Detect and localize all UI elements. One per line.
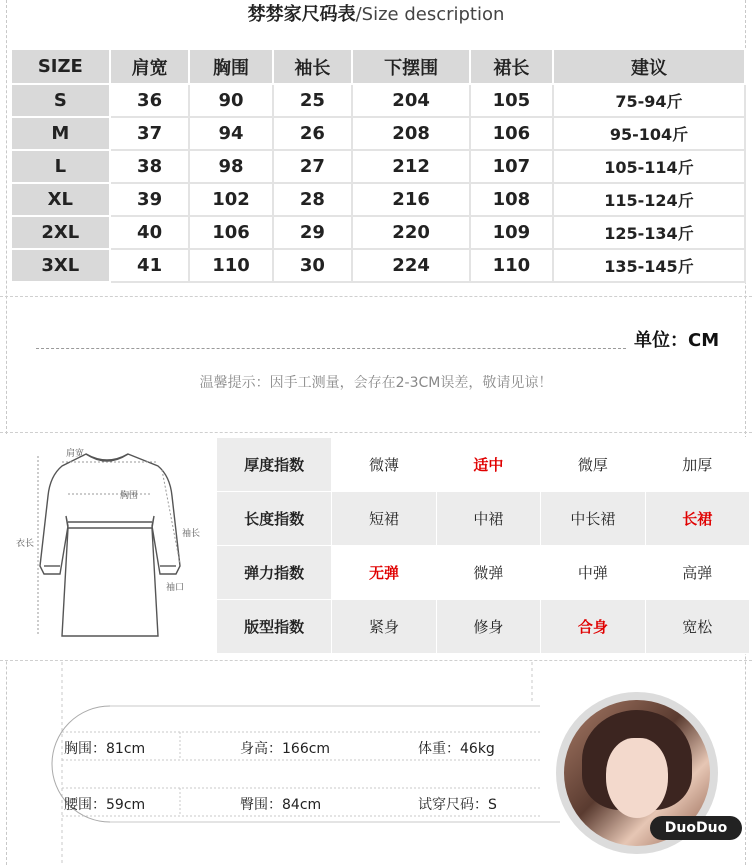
attribute-option-selected: 长裙	[645, 492, 749, 546]
table-cell: 37	[110, 117, 190, 150]
table-cell: 26	[273, 117, 353, 150]
header-cell: 下摆围	[352, 49, 470, 84]
table-cell: 224	[352, 249, 470, 282]
size-cell: L	[11, 150, 110, 183]
table-cell: 41	[110, 249, 190, 282]
figure-label-chest: 胸围	[120, 491, 139, 501]
model-name-badge: DuoDuo	[650, 816, 742, 840]
table-cell: 115-124斤	[553, 183, 745, 216]
title-cn: 棼棼家尺码表	[247, 4, 356, 25]
attribute-option-selected: 无弹	[332, 546, 436, 600]
measurement-tip: 温馨提示：因手工测量，会存在2-3CM误差，敬请见谅！	[199, 375, 553, 391]
attribute-option: 中裙	[436, 492, 540, 546]
model-height: 身高：166cm	[240, 741, 331, 757]
section-divider	[0, 296, 752, 297]
table-cell: 208	[352, 117, 470, 150]
table-cell: 28	[273, 183, 353, 216]
header-cell: 袖长	[273, 49, 353, 84]
table-cell: 102	[189, 183, 272, 216]
header-cell: 裙长	[470, 49, 553, 84]
table-cell: 95-104斤	[553, 117, 745, 150]
size-cell: M	[11, 117, 110, 150]
table-row	[11, 216, 745, 249]
size-cell: S	[11, 84, 110, 117]
attribute-row-thickness	[217, 438, 750, 492]
model-chest: 胸围：81cm	[64, 741, 146, 757]
size-cell: 2XL	[11, 216, 110, 249]
table-cell: 220	[352, 216, 470, 249]
attribute-option: 微弹	[436, 546, 540, 600]
table-cell: 106	[470, 117, 553, 150]
section-divider	[0, 660, 752, 661]
attribute-option: 中长裙	[541, 492, 645, 546]
header-cell: 建议	[553, 49, 745, 84]
table-cell: 110	[189, 249, 272, 282]
model-weight: 体重：46kg	[418, 741, 495, 757]
page-title	[0, 0, 752, 38]
garment-figure	[0, 436, 214, 660]
attribute-option-selected: 适中	[436, 438, 540, 492]
table-row	[11, 117, 745, 150]
table-cell: 110	[470, 249, 553, 282]
header-cell: 肩宽	[110, 49, 190, 84]
table-cell: 29	[273, 216, 353, 249]
attribute-option: 修身	[436, 600, 540, 654]
size-cell: XL	[11, 183, 110, 216]
header-cell: SIZE	[11, 49, 110, 84]
table-cell: 38	[110, 150, 190, 183]
model-hip: 臀围：84cm	[240, 797, 322, 813]
figure-label-shoulder: 肩宽	[66, 449, 85, 459]
attribute-row-length	[217, 492, 750, 546]
attribute-option: 微厚	[541, 438, 645, 492]
size-cell: 3XL	[11, 249, 110, 282]
table-row	[11, 150, 745, 183]
table-cell: 125-134斤	[553, 216, 745, 249]
table-cell: 107	[470, 150, 553, 183]
section-divider	[0, 432, 752, 433]
table-cell: 109	[470, 216, 553, 249]
table-cell: 40	[110, 216, 190, 249]
table-cell: 36	[110, 84, 190, 117]
table-cell: 108	[470, 183, 553, 216]
title-en: /Size description	[355, 4, 505, 25]
table-row	[11, 183, 745, 216]
table-cell: 135-145斤	[553, 249, 745, 282]
figure-label-cuff: 袖口	[166, 583, 185, 593]
model-waist: 腰围：59cm	[64, 797, 146, 813]
table-cell: 98	[189, 150, 272, 183]
attribute-option: 中弹	[541, 546, 645, 600]
attribute-label: 弹力指数	[217, 546, 332, 600]
model-face	[606, 738, 668, 818]
table-cell: 105-114斤	[553, 150, 745, 183]
table-row	[11, 84, 745, 117]
table-cell: 212	[352, 150, 470, 183]
table-cell: 105	[470, 84, 553, 117]
size-table	[10, 48, 746, 283]
attribute-row-fit	[217, 600, 750, 654]
attribute-label: 厚度指数	[217, 438, 332, 492]
unit-dash-line	[36, 348, 626, 349]
table-row	[11, 249, 745, 282]
figure-label-length: 衣长	[16, 539, 35, 549]
table-cell: 216	[352, 183, 470, 216]
unit-label: 单位：CM	[634, 330, 720, 351]
attribute-option-selected: 合身	[541, 600, 645, 654]
table-cell: 30	[273, 249, 353, 282]
table-cell: 75-94斤	[553, 84, 745, 117]
table-cell: 106	[189, 216, 272, 249]
table-cell: 27	[273, 150, 353, 183]
attribute-option: 紧身	[332, 600, 436, 654]
model-size: 试穿尺码：S	[418, 797, 497, 813]
header-cell: 胸围	[189, 49, 272, 84]
size-table-header	[11, 49, 745, 84]
attribute-label: 长度指数	[217, 492, 332, 546]
attribute-option: 微薄	[332, 438, 436, 492]
dress-outline-icon	[0, 436, 214, 660]
table-cell: 94	[189, 117, 272, 150]
attribute-option: 高弹	[645, 546, 749, 600]
attribute-option: 加厚	[645, 438, 749, 492]
table-cell: 204	[352, 84, 470, 117]
attribute-label: 版型指数	[217, 600, 332, 654]
table-cell: 39	[110, 183, 190, 216]
attribute-option: 宽松	[645, 600, 749, 654]
table-cell: 90	[189, 84, 272, 117]
attribute-table	[216, 437, 750, 654]
table-cell: 25	[273, 84, 353, 117]
attribute-row-elasticity	[217, 546, 750, 600]
attribute-option: 短裙	[332, 492, 436, 546]
figure-label-sleeve: 袖长	[182, 529, 201, 539]
